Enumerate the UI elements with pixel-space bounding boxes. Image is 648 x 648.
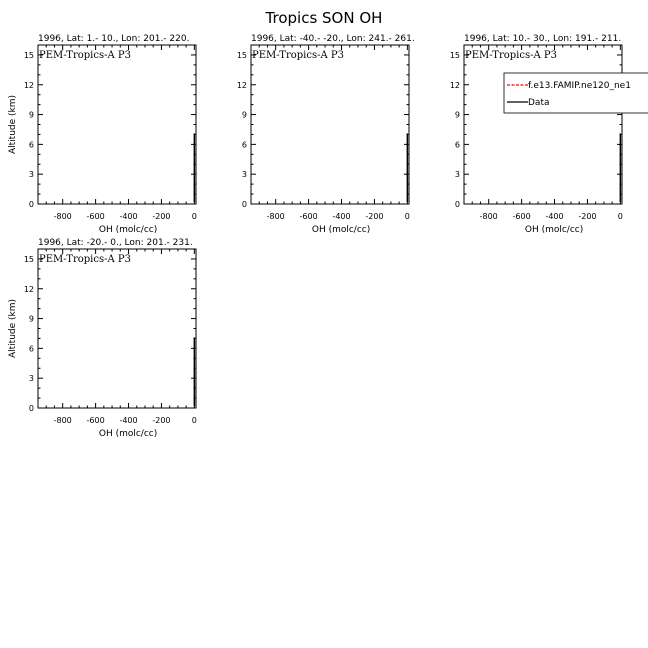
y-tick-label: 12 bbox=[23, 80, 34, 90]
panel-header: 1996, Lat: -40.- -20., Lon: 241.- 261. bbox=[251, 34, 415, 44]
x-tick-label: -200 bbox=[152, 416, 171, 425]
y-tick-label: 0 bbox=[28, 404, 34, 413]
y-tick-label: 9 bbox=[28, 314, 34, 324]
x-tick-label: -400 bbox=[332, 212, 351, 221]
x-tick-label: -400 bbox=[119, 416, 138, 425]
plot-panel-3 bbox=[450, 34, 648, 235]
x-axis-label: OH (molc/cc) bbox=[311, 225, 371, 235]
x-tick-label: -600 bbox=[86, 416, 105, 425]
y-axis-label: Altitude (km) bbox=[8, 94, 18, 155]
x-axis-label: OH (molc/cc) bbox=[524, 225, 584, 235]
plot-frame bbox=[38, 45, 196, 204]
y-tick-label: 9 bbox=[241, 110, 247, 120]
y-tick-label: 6 bbox=[241, 140, 247, 150]
legend-entry-label: f.e13.FAMIP.ne120_ne1 bbox=[528, 81, 631, 91]
plot-frame bbox=[38, 249, 196, 408]
y-tick-label: 0 bbox=[241, 200, 247, 209]
campaign-label: PEM-Tropics-A P3 bbox=[465, 50, 557, 61]
x-tick-label: 0 bbox=[191, 416, 197, 425]
campaign-label: PEM-Tropics-A P3 bbox=[252, 50, 344, 61]
campaign-label: PEM-Tropics-A P3 bbox=[39, 254, 131, 265]
x-tick-label: -800 bbox=[53, 212, 72, 221]
x-tick-label: -200 bbox=[365, 212, 384, 221]
x-tick-label: -400 bbox=[545, 212, 564, 221]
y-tick-label: 12 bbox=[23, 284, 34, 294]
x-axis-label: OH (molc/cc) bbox=[98, 225, 158, 235]
y-tick-label: 15 bbox=[23, 50, 34, 60]
y-tick-label: 3 bbox=[28, 170, 34, 180]
y-tick-label: 0 bbox=[454, 200, 460, 209]
x-tick-label: 0 bbox=[617, 212, 623, 221]
y-tick-label: 9 bbox=[454, 110, 460, 120]
y-tick-label: 6 bbox=[28, 140, 34, 150]
campaign-label: PEM-Tropics-A P3 bbox=[39, 50, 131, 61]
legend bbox=[504, 73, 648, 113]
x-tick-label: -400 bbox=[119, 212, 138, 221]
y-tick-label: 12 bbox=[449, 80, 460, 90]
x-tick-label: 0 bbox=[191, 212, 197, 221]
y-tick-label: 3 bbox=[454, 170, 460, 180]
panel-header: 1996, Lat: -20.- 0., Lon: 201.- 231. bbox=[38, 238, 193, 248]
x-tick-label: 0 bbox=[404, 212, 410, 221]
plot-frame bbox=[464, 45, 622, 204]
y-tick-label: 3 bbox=[241, 170, 247, 180]
x-axis-label: OH (molc/cc) bbox=[98, 429, 158, 439]
y-tick-label: 3 bbox=[28, 374, 34, 384]
x-tick-label: -200 bbox=[152, 212, 171, 221]
y-tick-label: 12 bbox=[236, 80, 247, 90]
y-tick-label: 6 bbox=[454, 140, 460, 150]
x-tick-label: -800 bbox=[479, 212, 498, 221]
x-tick-label: -800 bbox=[53, 416, 72, 425]
y-tick-label: 9 bbox=[28, 110, 34, 120]
x-tick-label: -200 bbox=[578, 212, 597, 221]
plot-panel-1 bbox=[8, 34, 197, 235]
x-tick-label: -800 bbox=[266, 212, 285, 221]
legend-entry-label: Data bbox=[528, 98, 550, 108]
plot-frame bbox=[251, 45, 409, 204]
panel-header: 1996, Lat: 10.- 30., Lon: 191.- 211. bbox=[464, 34, 622, 44]
plot-panel-4 bbox=[8, 238, 197, 439]
y-tick-label: 0 bbox=[28, 200, 34, 209]
figure-title: Tropics SON OH bbox=[265, 9, 383, 27]
y-tick-label: 15 bbox=[23, 254, 34, 264]
x-tick-label: -600 bbox=[512, 212, 531, 221]
x-tick-label: -600 bbox=[299, 212, 318, 221]
plot-panel-2 bbox=[237, 34, 415, 235]
x-tick-label: -600 bbox=[86, 212, 105, 221]
legend-box bbox=[504, 73, 648, 113]
panel-header: 1996, Lat: 1.- 10., Lon: 201.- 220. bbox=[38, 34, 190, 44]
y-tick-label: 15 bbox=[449, 50, 460, 60]
y-axis-label: Altitude (km) bbox=[8, 298, 18, 359]
y-tick-label: 15 bbox=[236, 50, 247, 60]
y-tick-label: 6 bbox=[28, 344, 34, 354]
